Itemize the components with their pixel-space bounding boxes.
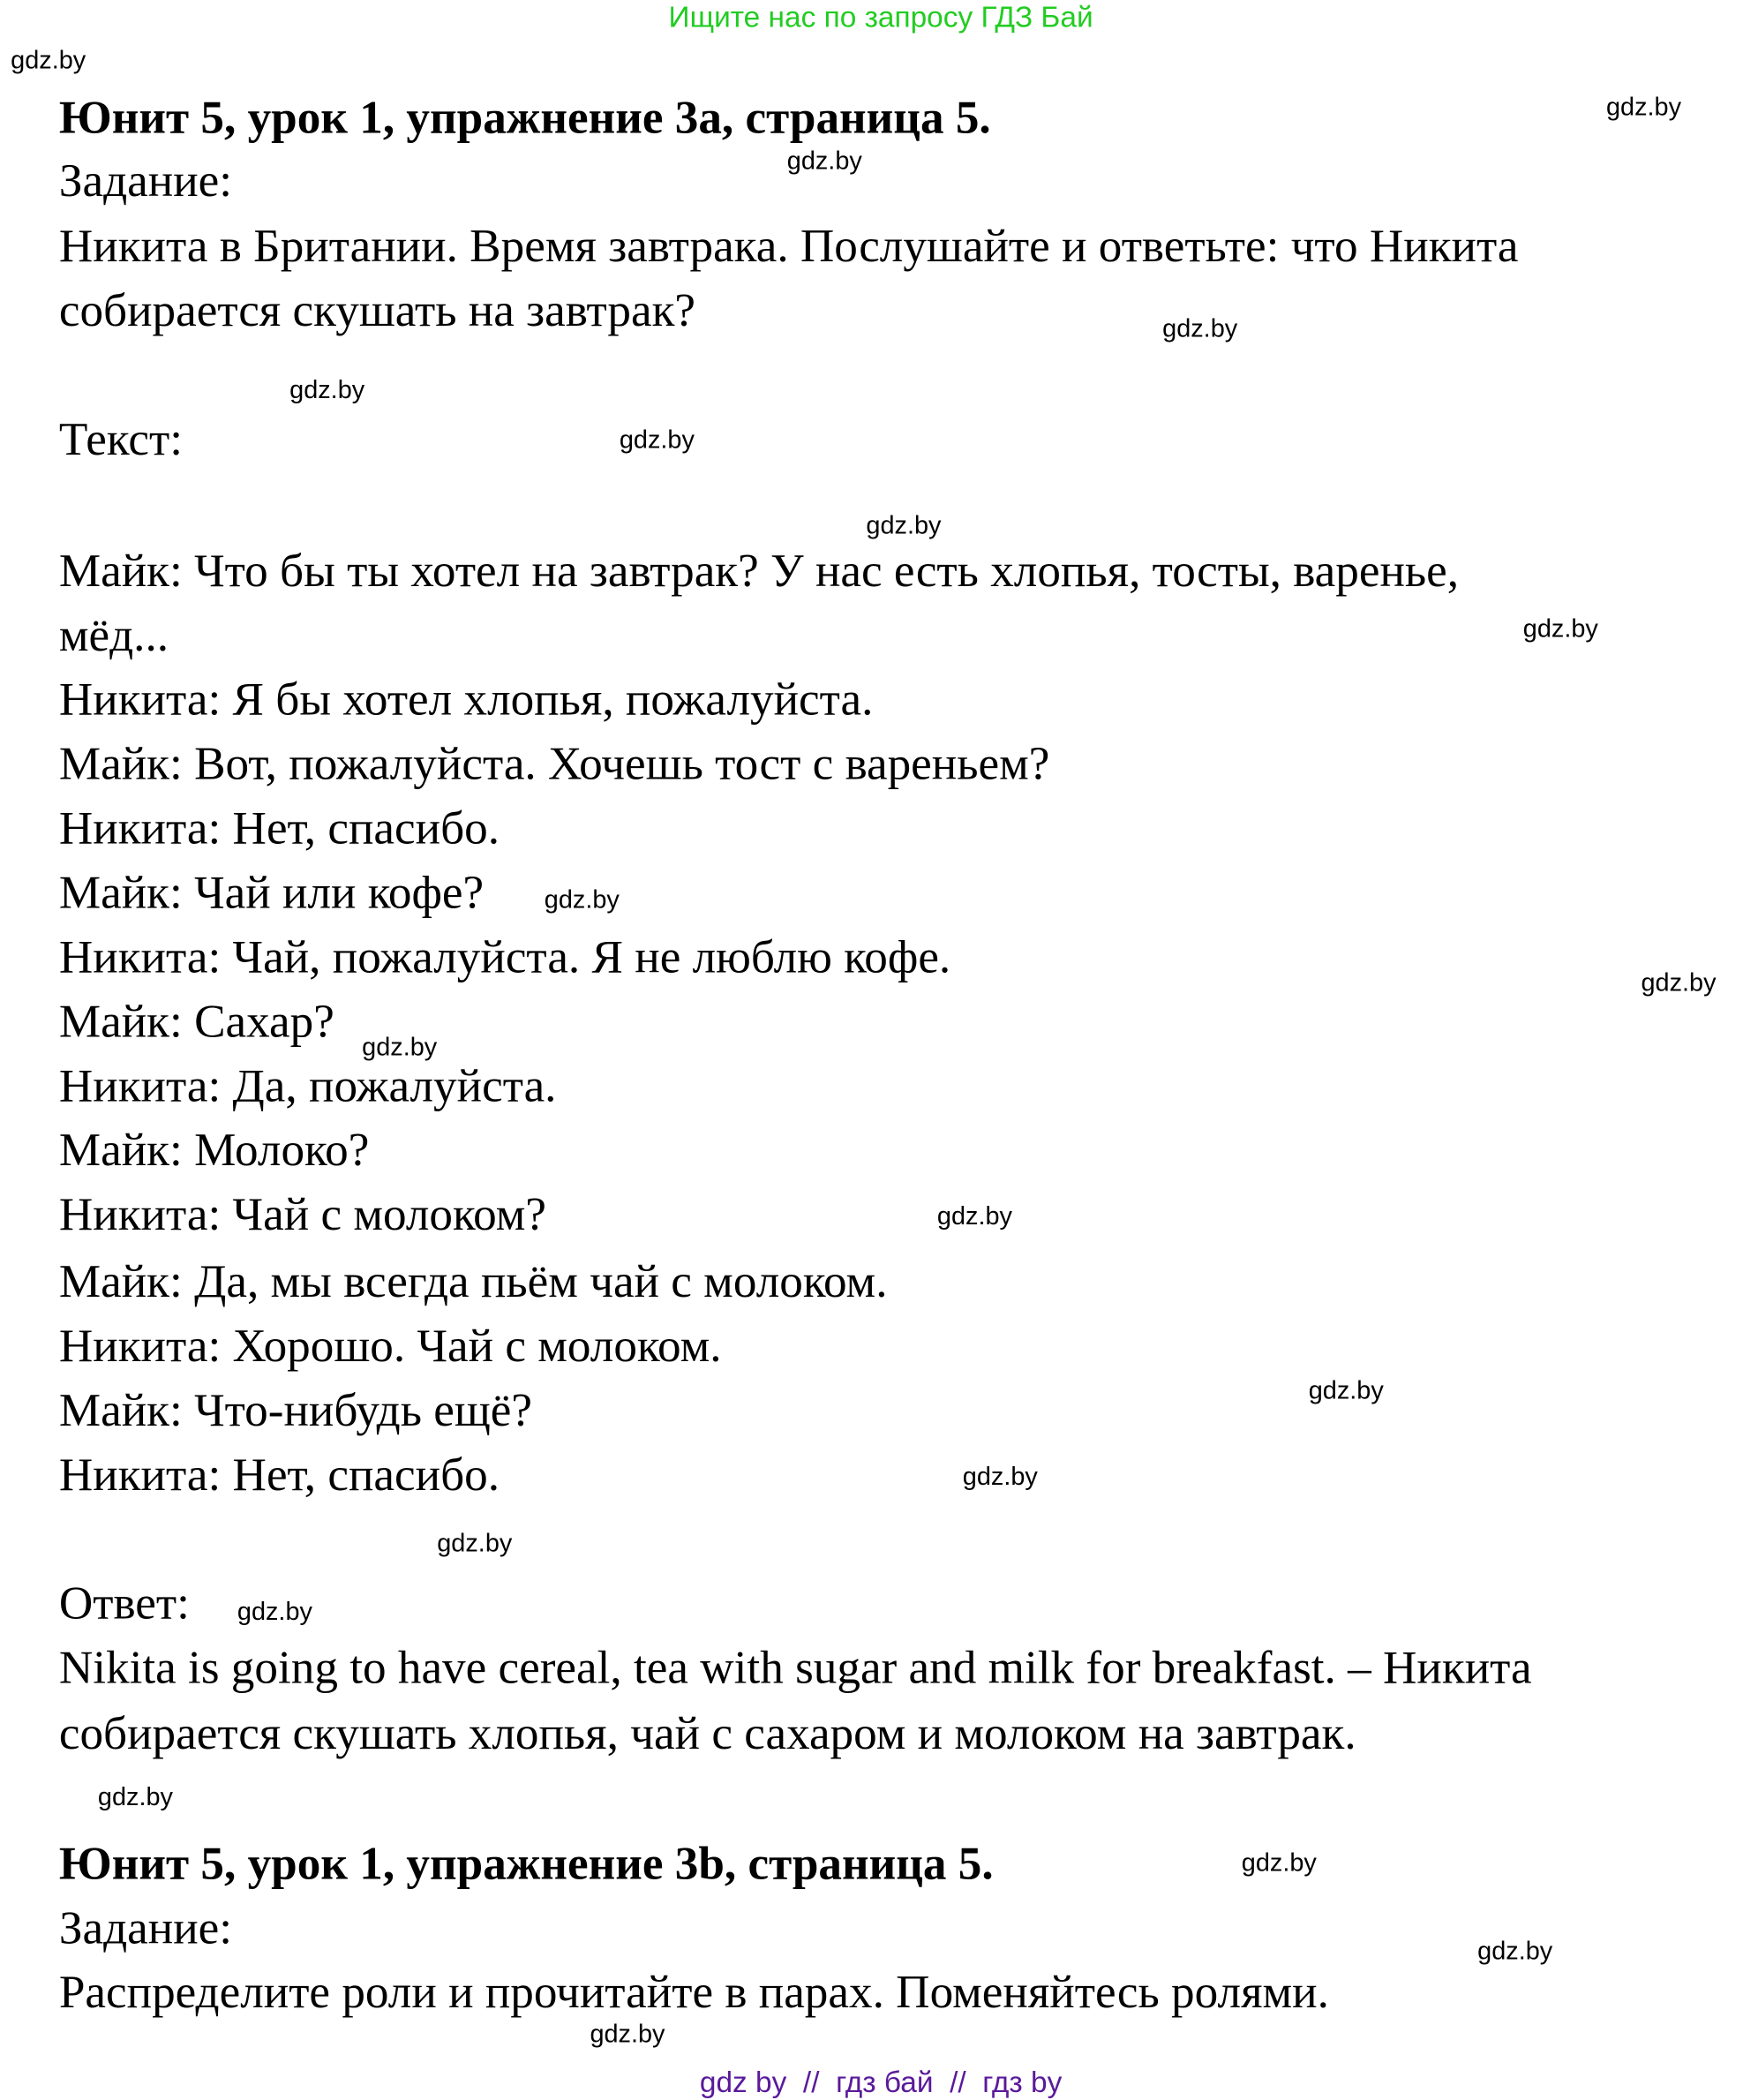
watermark: gdz.by (1522, 615, 1598, 644)
watermark: gdz.by (962, 1463, 1038, 1492)
dialogue-line: Майк: Молоко? (58, 1124, 370, 1177)
dialogue-line: Никита: Нет, спасибо. (58, 1448, 500, 1501)
text-label: Текст: (58, 412, 184, 466)
watermark: gdz.by (289, 376, 365, 405)
footer-links[interactable]: gdz by // гдз бай // гдз by (699, 2065, 1063, 2099)
dialogue-line: Никита: Нет, спасибо. (58, 802, 500, 854)
dialogue-line: Никита: Я бы хотел хлопья, пожалуйста. (58, 673, 874, 726)
dialogue-line: Никита: Чай с молоком? (58, 1188, 546, 1241)
dialogue-line: Майк: Вот, пожалуйста. Хочешь тост с вареньем? (58, 737, 1050, 790)
answer-label: Ответ: (58, 1577, 190, 1630)
task-line: собирается скушать на завтрак? (58, 284, 696, 337)
task-line: Никита в Британии. Время завтрака. Послушайте и ответьте: что Никита (58, 220, 1519, 273)
watermark: gdz.by (866, 512, 942, 541)
dialogue-line: Майк: Чай или кофе? (58, 866, 485, 919)
watermark: gdz.by (1308, 1377, 1384, 1406)
task-line: Распределите роли и прочитайте в парах. Поменяйтесь ролями. (58, 1966, 1329, 2019)
header-banner[interactable]: Ищите нас по запросу ГДЗ Бай (668, 0, 1093, 34)
watermark: gdz.by (936, 1202, 1012, 1231)
section1-task-label: Задание: (58, 154, 233, 207)
dialogue-line: Майк: Да, мы всегда пьём чай с молоком. (58, 1254, 888, 1308)
watermark: gdz.by (1641, 969, 1717, 998)
watermark: gdz.by (786, 147, 862, 177)
watermark: gdz.by (1162, 315, 1238, 343)
answer-line: собирается скушать хлопья, чай с сахаром и молоком на завтрак. (58, 1706, 1356, 1760)
dialogue-line: Майк: Что-нибудь ещё? (58, 1383, 532, 1437)
watermark: gdz.by (1606, 94, 1682, 123)
watermark: gdz.by (590, 2021, 665, 2050)
dialogue-line: мёд... (58, 608, 169, 661)
dialogue-line: Никита: Чай, пожалуйста. Я не люблю кофе. (58, 930, 951, 983)
watermark: gdz.by (619, 426, 695, 455)
dialogue-line: Никита: Хорошо. Чай с молоком. (58, 1319, 722, 1373)
section2-task-label: Задание: (58, 1901, 233, 1954)
section1-title: Юнит 5, урок 1, упражнение 3а, страница 5. (58, 91, 991, 144)
watermark: gdz.by (237, 1598, 312, 1627)
watermark: gdz.by (544, 886, 620, 915)
watermark: gdz.by (362, 1034, 438, 1063)
watermark: gdz.by (437, 1530, 513, 1559)
dialogue-line: Майк: Сахар? (58, 995, 334, 1048)
watermark: gdz.by (97, 1783, 173, 1812)
section2-title: Юнит 5, урок 1, упражнение 3b, страница 5. (58, 1837, 994, 1890)
watermark: gdz.by (1241, 1848, 1317, 1878)
watermark: gdz.by (1477, 1938, 1553, 1967)
answer-line: Nikita is going to have cereal, tea with sugar and milk for breakfast. – Никита (58, 1641, 1532, 1694)
dialogue-line: Майк: Что бы ты хотел на завтрак? У нас есть хлопья, тосты, варенье, (58, 544, 1460, 598)
watermark: gdz.by (11, 47, 86, 76)
dialogue-line: Никита: Да, пожалуйста. (58, 1059, 557, 1112)
